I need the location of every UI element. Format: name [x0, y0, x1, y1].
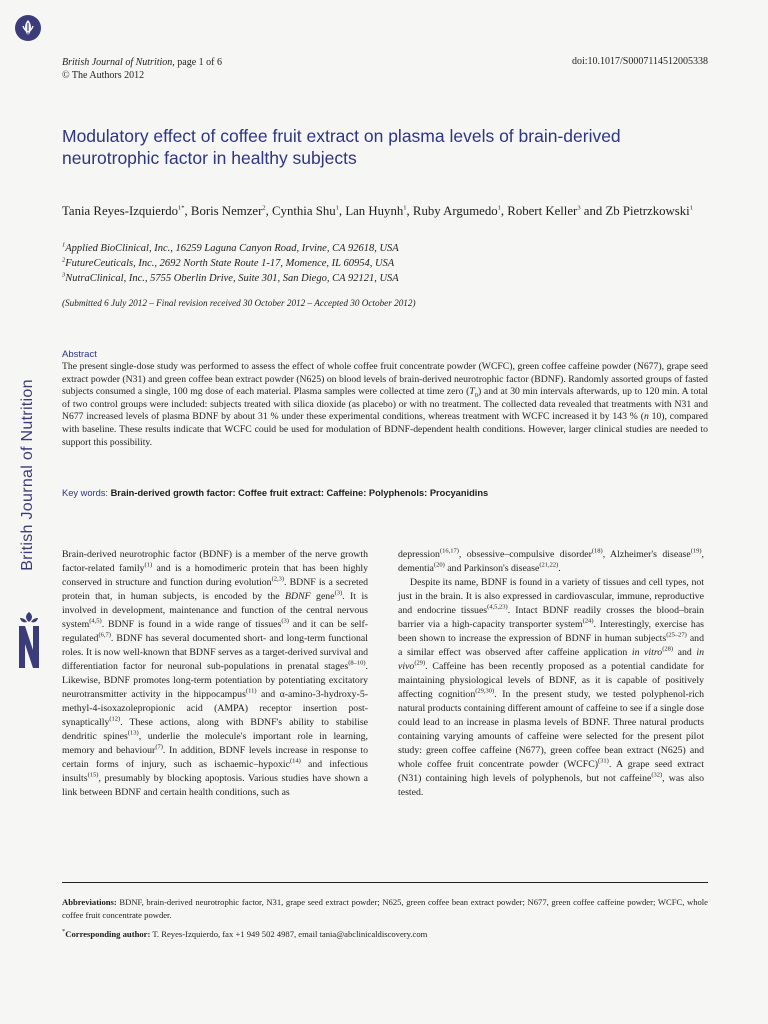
author-list [62, 203, 710, 220]
body-text: . A grape seed extract (N31) containing high levels of polyphenols, but not caffeine [398, 759, 704, 784]
body-text: and infectious insults [62, 759, 368, 784]
abstract-part: 0 [474, 392, 479, 400]
abstract-part: n [643, 411, 649, 423]
body-text: . [558, 563, 561, 574]
author-name: Tania Reyes-Izquierdo [62, 204, 179, 218]
citation: (18) [591, 547, 603, 555]
body-text: . BDNF has several documented short- and long-term functional roles. It is now well-known that BDNF serves as a target-derived survival and differentiation factor for neuronal sub-populations in prenatal stages [62, 633, 368, 672]
citation: (20) [433, 561, 445, 569]
author-affiliation-mark: 1 [335, 204, 339, 212]
body-text: . Likewise, BDNF promotes long-term potentiation by potentiating excitatory neurotransmitter activity in the hippocampus [62, 661, 368, 700]
author-affiliation-mark: 1 [497, 204, 501, 212]
doi: doi:10.1017/S0007114512005338 [571, 56, 708, 67]
author-separator: , [338, 204, 346, 218]
body-text: , Alzheimer's disease [602, 549, 691, 560]
citation: (7) [155, 743, 163, 751]
citation: (2,3) [271, 575, 285, 583]
abbreviations-text: BDNF, brain-derived neurotrophic factor, N31, grape seed extract powder; N625, green coffee bean extract powder; N677, green coffee caffeine powder; WCFC, whole coffee fruit concentrate powder. [62, 897, 708, 920]
page-number: , page 1 of 6 [172, 57, 223, 68]
body-text: gene [310, 591, 335, 602]
citation: (13) [127, 729, 139, 737]
abbreviations-footnote [62, 896, 708, 921]
keywords-list: Brain-derived growth factor: Coffee fruit extract: Caffeine: Polyphenols: Procyanidins [110, 488, 489, 498]
author-affiliation-mark: 2 [262, 204, 266, 212]
body-text: . In addition, BDNF levels increase in response to certain forms of injury, such as ischaemic–hypoxic [62, 745, 368, 770]
affiliation-number: 1 [62, 241, 66, 249]
body-text: and Parkinson's disease [444, 563, 540, 574]
author-separator: , [500, 204, 508, 218]
body-text: and α-amino-3-hydroxy-5-methyl-4-isoxazolepropionic acid (AMPA) receptor insertion post-synaptically [62, 689, 368, 728]
affiliation [62, 271, 710, 286]
affiliation-number: 2 [62, 256, 66, 264]
citation: (31) [598, 757, 609, 765]
abstract-part: 10), compared with baseline. These results indicate that WCFC could be used for modulation of BDNF-dependent health conditions. However, larger clinical studies are needed to support this possibility. [62, 411, 708, 448]
body-column-1 [62, 548, 368, 800]
body-column-2 [398, 548, 704, 800]
citation: (32) [651, 771, 663, 779]
body-text: in vitro [631, 647, 663, 658]
corresponding-label: Corresponding author: [65, 929, 151, 939]
author-separator: , [406, 204, 413, 218]
author-name: Boris Nemzer [190, 204, 263, 218]
author-separator: , [265, 204, 273, 218]
body-text: , underlie the molecule's important role in learning, memory and behaviour [62, 731, 368, 756]
citation: (29) [414, 659, 426, 667]
citation: (15) [87, 771, 99, 779]
affiliation [62, 256, 710, 271]
affiliation-text: NutraClinical, Inc., 5755 Oberlin Drive, Suite 301, San Diego, CA 92121, USA [65, 273, 399, 284]
body-text: . Intact BDNF readily crosses the blood–brain barrier via a high-capacity transporter system [398, 605, 705, 630]
citation: (29,30) [475, 687, 495, 695]
abstract-part: T [469, 386, 475, 398]
body-text: . BDNF is found in a wide range of tissues [101, 619, 282, 630]
body-text: , presumably by blocking apoptosis. Various studies have shown a link between BDNF and certain health conditions, such as [62, 773, 368, 798]
abbreviations-label: Abbreviations: [62, 897, 117, 907]
affiliation-text: FutureCeuticals, Inc., 2692 North State Route 1-17, Momence, IL 60954, USA [65, 258, 395, 269]
corresponding-text: T. Reyes-Izquierdo, fax +1 949 502 4987, email tania@abclinicaldiscovery.com [150, 929, 428, 939]
citation: (1) [144, 561, 153, 569]
citation: (6,7) [98, 631, 111, 639]
abstract-text [62, 361, 708, 449]
body-text: and [673, 647, 697, 658]
author-name: Robert Keller [507, 204, 578, 218]
citation: (14) [289, 757, 301, 765]
citation: (12) [109, 715, 121, 723]
author-name: Cynthia Shu [272, 204, 336, 218]
citation: (16,17) [439, 547, 459, 555]
body-text: and it can be self-regulated [62, 619, 368, 644]
citation: (24) [582, 617, 594, 625]
abstract-part: ) and at 30 min intervals afterwards, up to 120 min. A total of two control groups were included: subjects treated with silica dioxide (as placebo) or with no treatment. The collected data revealed that treatments with N31 and N677 increased levels of plasma BDNF by about 31 % under these experimental conditions, whereas treatment with WCFC increased it by 143 % ( [62, 386, 708, 423]
citation: (25–27) [666, 631, 687, 639]
body-text: , was also tested. [398, 773, 704, 798]
body-text: Despite its name, BDNF is found in a variety of tissues and cell types, not just in the brain. It is also expressed in cardiovascular, immune, reproductive and endocrine tissues [398, 577, 704, 616]
body-text: . Interestingly, exercise has been shown to increase the expression of BDNF in human subjects [398, 619, 704, 644]
citation: (4,5,23) [487, 603, 508, 611]
abstract-part: The present single-dose study was performed to assess the effect of whole coffee fruit concentrate powder (WCFC), green coffee caffeine powder (N677), grape seed extract powder (N31) and green coffee bean extract powder (N625) on blood levels of brain-derived neurotrophic factor (BDNF). Randomly assorted groups of fasted subjects consumed a single, 100 mg dose of each material. Plasma samples were collected at time zero ( [62, 361, 708, 398]
author-separator: and [580, 204, 606, 218]
body-text: and is a homodimeric protein that has been highly conserved in structure and function during evolution [62, 563, 368, 588]
citation: (11) [245, 687, 257, 695]
body-text: . BDNF is a secreted protein that, in human subjects, is encoded by the [62, 577, 368, 602]
author-affiliation-mark: 1 [403, 204, 407, 212]
body-text: . In the present study, we tested polyphenol-rich natural products containing different amount of caffeine to see if a single dose could lead to an increase in plasma levels of BDNF. Three natural products containing varying amounts of caffeine were selected for the present pilot study: green coffee caffeine (N677), green coffee bean extract (N625) and whole coffee fruit concentrate powder (WCFC) [398, 689, 704, 770]
affiliation-number: 3 [62, 271, 66, 279]
article-title: Modulatory effect of coffee fruit extract on plasma levels of brain-derived neurotrophic factor in healthy subjects [62, 126, 621, 168]
citation: (21,22) [539, 561, 559, 569]
body-text: , obsessive–compulsive disorder [458, 549, 592, 560]
abstract-heading: Abstract [62, 349, 97, 360]
citation: (3) [281, 617, 289, 625]
body-text: BDNF [285, 591, 311, 602]
author-name: Lan Huynh [345, 204, 404, 218]
citation: (3) [334, 589, 343, 597]
author-separator: , [184, 204, 191, 218]
journal-name: British Journal of Nutrition [62, 57, 173, 68]
footnote-divider [62, 882, 708, 883]
citation: (8–10) [348, 659, 366, 667]
keywords [62, 488, 708, 498]
body-text: , dementia [398, 549, 704, 574]
corresponding-author-footnote [62, 928, 708, 941]
sidebar-journal-name: British Journal of Nutrition [19, 379, 36, 571]
citation: (28) [662, 645, 674, 653]
citation: (19) [690, 547, 702, 555]
body-text: in vivo [398, 647, 704, 672]
body-text: . Caffeine has been recently proposed as a potential candidate for maintaining physiological levels of BDNF, as it is capable of positively affecting cognition [398, 661, 704, 700]
author-name: Zb Pietrzkowski [605, 204, 690, 218]
citation: (4,5) [89, 617, 102, 625]
nutrition-society-logo-icon [14, 610, 44, 670]
body-text: . These actions, along with BDNF's ability to stabilise dendritic spines [62, 717, 368, 742]
affiliation-text: Applied BioClinical, Inc., 16259 Laguna Canyon Road, Irvine, CA 92618, USA [65, 243, 399, 254]
affiliations [62, 241, 710, 286]
body-text: and a similar effect was observed after caffeine application [398, 633, 704, 658]
author-affiliation-mark: 3 [577, 204, 581, 212]
copyright: © The Authors 2012 [62, 70, 145, 81]
author-affiliation-mark: 1* [178, 204, 185, 212]
submission-dates: (Submitted 6 July 2012 – Final revision received 30 October 2012 – Accepted 30 October 2012) [62, 298, 416, 308]
corresponding-mark: * [62, 928, 66, 936]
body-text: depression [398, 549, 440, 560]
author-affiliation-mark: 1 [689, 204, 693, 212]
author-name: Ruby Argumedo [412, 204, 498, 218]
running-header [62, 56, 222, 82]
affiliation [62, 241, 710, 256]
keywords-label: Key words: [62, 488, 108, 498]
publisher-logo-icon [14, 14, 42, 42]
body-text: . It is involved in development, maintenance and function of the central nervous system [62, 591, 368, 630]
body-text: Brain-derived neurotrophic factor (BDNF) is a member of the nerve growth factor-related family [62, 549, 368, 574]
